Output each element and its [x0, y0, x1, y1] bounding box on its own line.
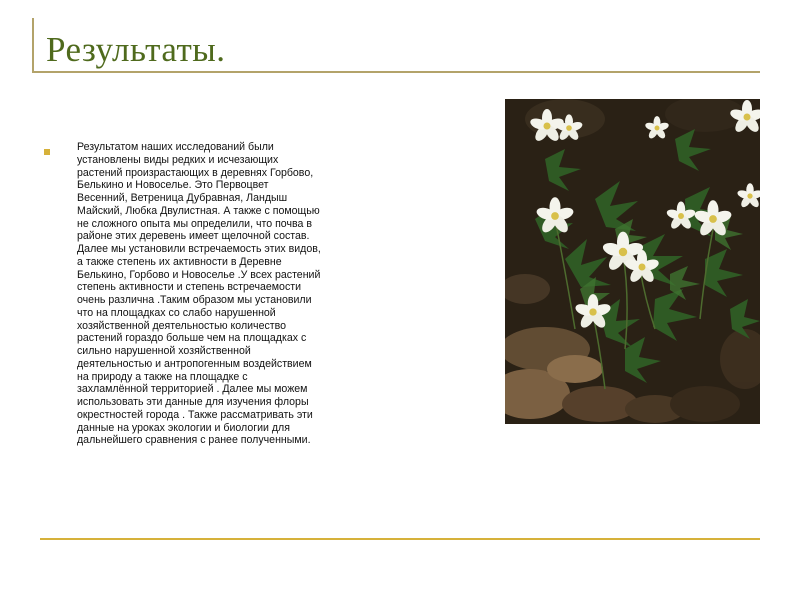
- bullet-marker: [44, 149, 50, 155]
- slide-title: Результаты.: [46, 30, 226, 69]
- title-corner-line: [32, 18, 34, 72]
- body-text: Результатом наших исследований были установлены виды редких и исчезающих растений произрастающих в деревнях Горбово, Белькино и Новоселье. Это Первоцвет Весенний, Ветреница Дубравная, Ландыш Майский, Любка Двулистная. А также с помощью не сложного опыта мы определили, что почва в районе этих деревень имеет щелочной состав. Далее мы установили встречаемость этих видов, а также степень их активности в Деревне Белькино, Горбово и Новоселье .У всех растений степень активности и степень встречаемости очень различна .Таким образом мы установили что на площадках со слабо нарушенной хозяйственной деятельностью количество растений гораздо больше чем на площадках с сильно нарушенной хозяйственной деятельностью и антропогенным воздействием на природу а также на площадке с захламлённой территорией . Далее мы можем использовать эти данные для изучения флоры окрестностей города . Также рассматривать эти данные на уроках экологии и биологии для дальнейшего сравнения с ранее полученными.: [77, 141, 321, 447]
- title-rule: [32, 71, 760, 73]
- footer-rule: [40, 538, 760, 540]
- anemone-photo: [505, 99, 760, 424]
